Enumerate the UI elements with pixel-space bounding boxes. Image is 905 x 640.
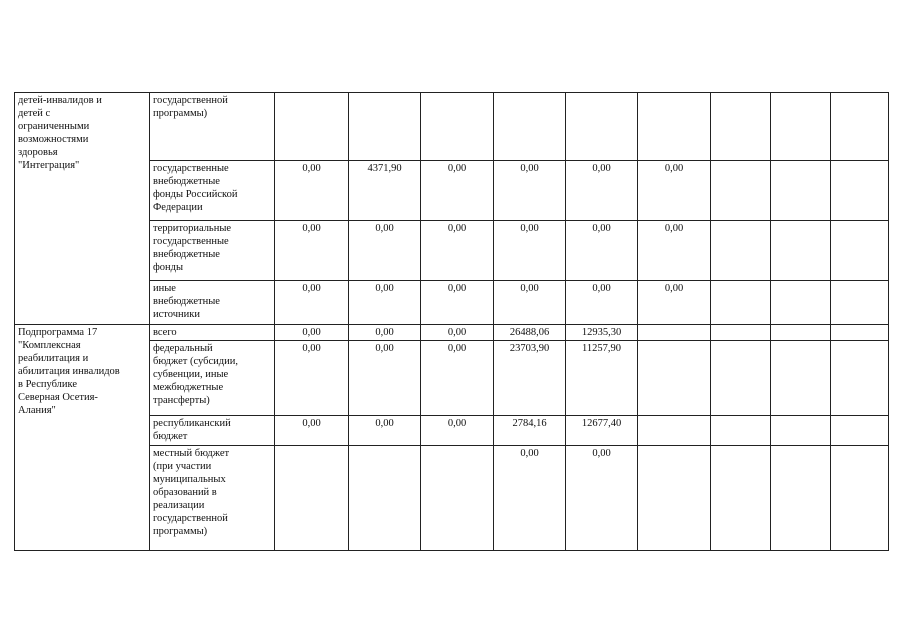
value-cell <box>711 341 771 416</box>
value-cell: 0,00 <box>421 325 494 341</box>
table-row <box>15 325 889 341</box>
value-cell <box>771 221 831 281</box>
value-cell: 0,00 <box>421 341 494 416</box>
value-cell <box>711 416 771 446</box>
value-cell <box>638 341 711 416</box>
table-row <box>15 93 889 161</box>
value-cell: 0,00 <box>494 161 566 221</box>
value-cell: 0,00 <box>275 416 349 446</box>
value-cell: 0,00 <box>566 221 638 281</box>
value-cell: 0,00 <box>349 281 421 325</box>
program-name-cell: детей-инвалидов и детей с ограниченными возможностями здоровья "Интеграция" <box>15 93 150 325</box>
value-cell <box>711 221 771 281</box>
value-cell: 0,00 <box>494 281 566 325</box>
value-cell <box>831 221 889 281</box>
value-cell: 0,00 <box>275 161 349 221</box>
value-cell <box>771 416 831 446</box>
value-cell: 11257,90 <box>566 341 638 416</box>
value-cell: 23703,90 <box>494 341 566 416</box>
funding-source-cell: государственной программы) <box>150 93 275 161</box>
value-cell <box>831 446 889 551</box>
funding-source-cell: федеральный бюджет (субсидии, субвенции, иные межбюджетные трансферты) <box>150 341 275 416</box>
value-cell: 0,00 <box>421 221 494 281</box>
value-cell <box>771 161 831 221</box>
table-body <box>15 93 889 551</box>
value-cell <box>831 416 889 446</box>
value-cell <box>831 161 889 221</box>
value-cell <box>711 325 771 341</box>
value-cell: 12677,40 <box>566 416 638 446</box>
value-cell <box>831 93 889 161</box>
value-cell: 0,00 <box>349 341 421 416</box>
value-cell <box>638 325 711 341</box>
funding-source-cell: республиканский бюджет <box>150 416 275 446</box>
value-cell: 0,00 <box>566 281 638 325</box>
value-cell: 0,00 <box>421 281 494 325</box>
funding-source-cell: всего <box>150 325 275 341</box>
value-cell <box>771 93 831 161</box>
value-cell <box>771 281 831 325</box>
value-cell: 0,00 <box>494 446 566 551</box>
value-cell <box>771 341 831 416</box>
value-cell <box>349 93 421 161</box>
value-cell: 0,00 <box>638 281 711 325</box>
value-cell: 26488,06 <box>494 325 566 341</box>
funding-source-cell: территориальные государственные внебюджетные фонды <box>150 221 275 281</box>
value-cell <box>711 281 771 325</box>
value-cell <box>638 93 711 161</box>
value-cell <box>421 446 494 551</box>
value-cell: 2784,16 <box>494 416 566 446</box>
value-cell <box>831 281 889 325</box>
program-name-cell: Подпрограмма 17 "Комплексная реабилитация и абилитация инвалидов в Республике Северная Осетия- Алания" <box>15 325 150 551</box>
value-cell <box>711 93 771 161</box>
value-cell: 0,00 <box>349 325 421 341</box>
value-cell <box>566 93 638 161</box>
value-cell <box>831 325 889 341</box>
budget-table <box>14 92 889 551</box>
value-cell <box>638 416 711 446</box>
funding-source-cell: иные внебюджетные источники <box>150 281 275 325</box>
value-cell <box>494 93 566 161</box>
value-cell: 0,00 <box>275 281 349 325</box>
value-cell <box>349 446 421 551</box>
value-cell <box>421 93 494 161</box>
value-cell: 0,00 <box>566 161 638 221</box>
value-cell <box>711 446 771 551</box>
value-cell: 0,00 <box>275 341 349 416</box>
value-cell: 0,00 <box>566 446 638 551</box>
value-cell: 0,00 <box>421 416 494 446</box>
value-cell: 0,00 <box>275 325 349 341</box>
funding-source-cell: государственные внебюджетные фонды Российской Федерации <box>150 161 275 221</box>
value-cell <box>771 325 831 341</box>
value-cell <box>831 341 889 416</box>
value-cell: 0,00 <box>349 221 421 281</box>
funding-source-cell: местный бюджет (при участии муниципальных образований в реализации государственной программы) <box>150 446 275 551</box>
value-cell: 0,00 <box>494 221 566 281</box>
value-cell <box>638 446 711 551</box>
value-cell: 4371,90 <box>349 161 421 221</box>
value-cell: 0,00 <box>638 161 711 221</box>
value-cell: 0,00 <box>638 221 711 281</box>
value-cell <box>275 93 349 161</box>
value-cell: 0,00 <box>349 416 421 446</box>
value-cell: 0,00 <box>421 161 494 221</box>
value-cell: 0,00 <box>275 221 349 281</box>
value-cell <box>711 161 771 221</box>
value-cell: 12935,30 <box>566 325 638 341</box>
value-cell <box>275 446 349 551</box>
value-cell <box>771 446 831 551</box>
